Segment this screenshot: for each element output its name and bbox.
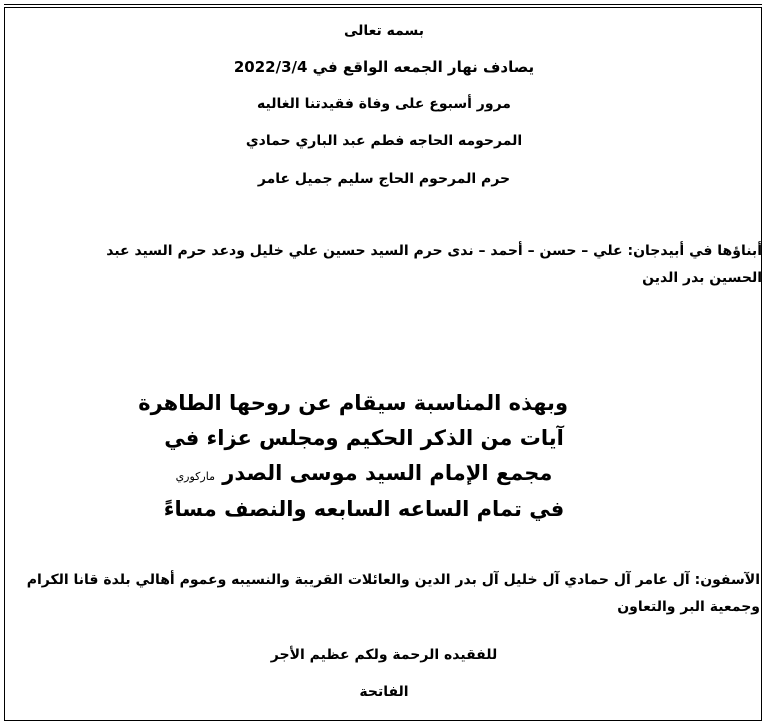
mourners-paragraph [10, 567, 760, 621]
deceased-name-line: المرحومه الحاجه فطم عبد الباري حمادي [245, 133, 523, 149]
mourners-line-1: الآسفون: آل عامر آل حمادي آل خليل آل بدر الدين والعائلات القريبة والنسيبه وعموم أهالي بلدة قانا الكرام [26, 572, 760, 588]
venue-district: ماركوري [175, 470, 215, 483]
ceremony-line-2: آيات من الذكر الحكيم ومجلس عزاء في [164, 426, 564, 450]
children-paragraph [22, 238, 762, 292]
ceremony-line-4: في تمام الساعه السابعه والنصف مساءً [163, 497, 565, 521]
frame-top-border [4, 4, 762, 5]
date-line: يصادف نهار الجمعه الواقع في 2022/3/4 [233, 58, 535, 76]
basmala-line: بسمه تعالى [343, 23, 425, 39]
condolence-line: للفقيده الرحمة ولكم عظيم الأجر [270, 647, 498, 663]
venue-name: مجمع الإمام السيد موسى الصدر [222, 461, 553, 485]
mourners-line-2: وجمعية البر والتعاون [617, 599, 760, 615]
fatiha-line: الفاتحة [359, 684, 409, 700]
children-line-2: الحسين بدر الدين [642, 270, 762, 286]
ceremony-line-3 [160, 463, 568, 484]
children-line-1: أبناؤها في أبيدجان: علي – حسن – أحمد – ندى حرم السيد حسين علي خليل ودعد حرم السيد عبد [106, 243, 762, 259]
ceremony-line-1: وبهذه المناسبة سيقام عن روحها الطاهرة [138, 391, 568, 415]
occasion-line: مرور أسبوع على وفاة فقيدتنا الغاليه [257, 96, 511, 112]
spouse-line: حرم المرحوم الحاج سليم جميل عامر [257, 171, 511, 187]
